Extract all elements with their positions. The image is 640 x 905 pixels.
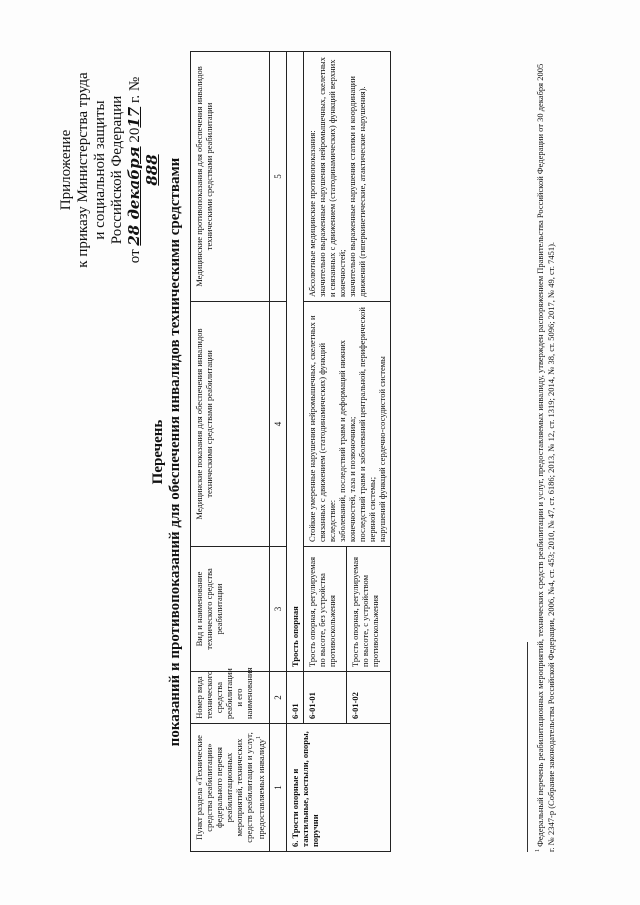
appendix-line-1: к приказу Министерства труда [75, 72, 91, 268]
handwritten-year: 17 [125, 106, 143, 128]
header-cell: Медицинские показания для обеспечения инвалидов техническими средствами реабилитации [191, 302, 270, 547]
contraindication-line: значительно выраженные нарушения нейромышечных, скелетных и связанных с движением (статодинамических) функций верхних конечностей; [316, 57, 347, 297]
column-number: 1 [269, 724, 286, 852]
indication-line: нарушений функций сердечно-сосудистой системы [376, 356, 387, 542]
header-cell: Номер вида технического средства реабилитации и его наименования [191, 672, 270, 724]
contraindications-cell [303, 52, 390, 302]
date-number-label: г. № [127, 76, 143, 104]
footnote-divider [527, 642, 528, 852]
row-name: Трость опорная, регулируемая по высоте, без устройства противоскольжения [303, 547, 347, 672]
section-code: 6-01 [286, 672, 303, 724]
date-year-prefix: 20 [127, 127, 143, 143]
appendix-block [58, 60, 162, 280]
header-cell: Пункт раздела «Технические средства реабилитации» федерального перечня реабилитационных мероприятий, технических средств реабилитации и услуг, предоставляемых инвалиду$^1$ [191, 724, 270, 852]
row-code: 6-01-01 [303, 672, 347, 724]
footnote-text: Федеральный перечень реабилитационных мероприятий, технических средств реабилитации и услуг, предоставляемых инвалиду, утвержден распоряжением Правительства Российской Федерации от 30 декабря 2005 г. № 2347-р (Собрание законодательства Российской Федерации, 2006, №4, ст. 453; 2010, № 47, ст. 6186; 2013, № 12, ст. 1319; 2014, № 38, ст. 5096; 2017, № 49, ст. 7451). [534, 63, 556, 852]
contraindication-line: Абсолютные медицинские противопоказания: [306, 130, 317, 297]
row-name: Трость опорная, регулируемая по высоте, с устройством противоскольжения [347, 547, 391, 672]
rotated-content [30, 22, 610, 882]
column-number: 4 [269, 302, 286, 547]
footnote-number: 1 [535, 849, 541, 852]
footnote [533, 62, 557, 852]
header-row [191, 52, 270, 852]
handwritten-date: 28 декабря [125, 146, 143, 246]
indications-cell [303, 302, 390, 547]
indication-line: Стойкие умеренные нарушения нейромышечных, скелетных и связанных с движением (статодинамических) функций вследствие: [306, 315, 337, 542]
document-title [150, 22, 184, 882]
appendix-title: Приложение [58, 129, 74, 211]
header-cell: Вид и наименование технического средства реабилитации [191, 547, 270, 672]
section-name: Трость опорная [286, 52, 303, 672]
appendix-line-3: Российской Федерации [109, 95, 125, 245]
contraindication-line: значительно выраженные нарушения статики и координации движений (гиперкинетические, атактические нарушения). [346, 76, 367, 297]
column-number: 3 [269, 547, 286, 672]
column-number: 5 [269, 52, 286, 302]
section-row [286, 52, 303, 852]
section-item: 6. Трости опорные и тактильные, костыли, опоры, поручни [286, 724, 390, 852]
indication-line: заболеваний, последствий травм и деформаций нижних конечностей, таза и позвоночника; [336, 339, 357, 542]
column-number: 2 [269, 672, 286, 724]
indication-line: последствий травм и заболеваний центральной, периферической нервной системы; [356, 307, 377, 542]
row-code: 6-01-02 [347, 672, 391, 724]
document-title-line-2: показаний и противопоказаний для обеспечения инвалидов техническими средствами [167, 157, 183, 747]
handwritten-number: 888 [143, 154, 161, 186]
appendix-line-2: и социальной защиты [92, 100, 108, 240]
date-prefix: от [127, 249, 143, 264]
document-title-line-1: Перечень [150, 419, 166, 485]
header-cell: Медицинские противопоказания для обеспечения инвалидов техническими средствами реабилитации [191, 52, 270, 302]
indications-table [190, 51, 391, 852]
footnote-mark: 1 [256, 735, 262, 739]
column-number-row [269, 52, 286, 852]
